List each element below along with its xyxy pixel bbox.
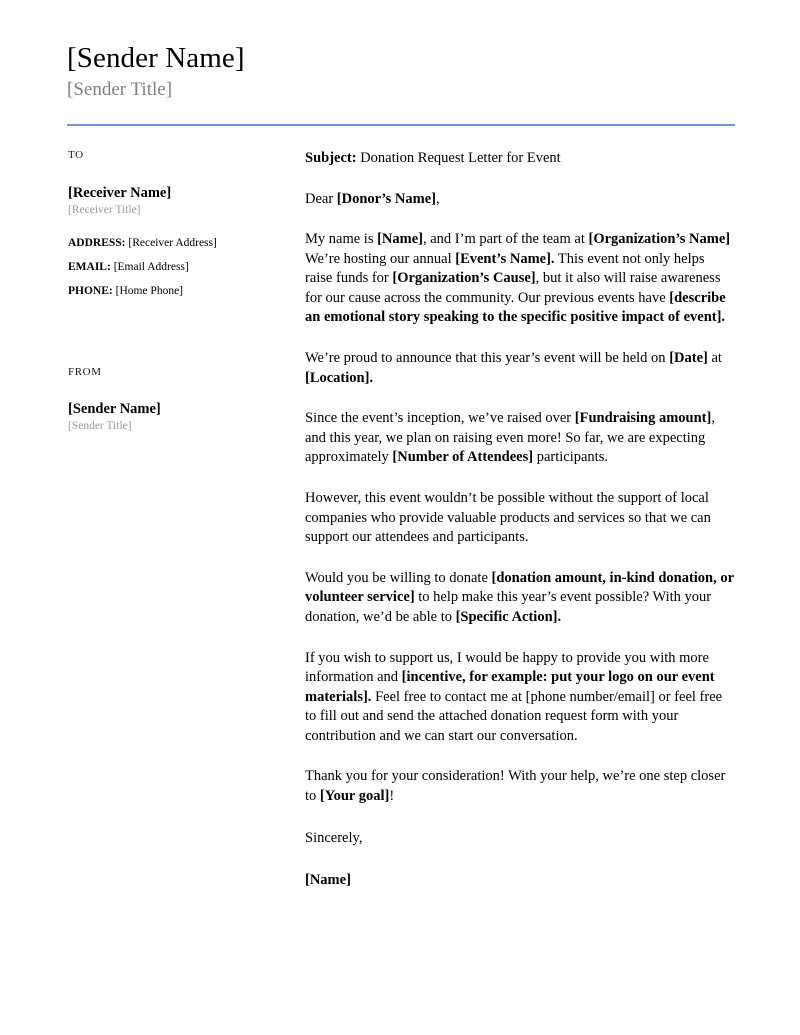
- p1-b3: [Event’s Name].: [455, 250, 555, 267]
- paragraph-1: [305, 230, 735, 328]
- p1-t5: , but it also will raise awareness for our cause across the community. Our previous events have: [305, 270, 721, 306]
- p3-t1: Since the event’s inception, we’ve raised over: [305, 410, 575, 427]
- salutation-name: [Donor’s Name]: [336, 191, 436, 207]
- email-value: [Email Address]: [113, 261, 189, 273]
- p5-b1: [donation amount, in-kind donation, or volunteer service]: [305, 569, 734, 606]
- p3-b2: [Number of Attendees]: [392, 449, 534, 466]
- phone-label: PHONE:: [68, 285, 113, 297]
- p2-t1: We’re proud to announce that this year’s event will be held on: [305, 349, 670, 366]
- recipient-name: [Receiver Name]: [68, 185, 172, 201]
- p5-b2: [Specific Action].: [455, 608, 562, 625]
- address-column: [68, 148, 278, 434]
- paragraph-5: [305, 569, 735, 628]
- subject-label: Subject:: [305, 150, 357, 166]
- recipient-title: [Receiver Title]: [68, 204, 141, 216]
- p6-t1: If you wish to support us, I would be happy to provide you with more information and: [305, 649, 709, 686]
- address-value: [Receiver Address]: [128, 237, 217, 249]
- phone-value: [Home Phone]: [115, 285, 183, 297]
- p5-t1: Would you be willing to donate: [305, 569, 492, 586]
- p7-t2: !: [389, 788, 395, 805]
- p6-t2: Feel free to contact me at [phone number/email] or feel free to fill out and send the attached donation request form with your contribution and we can start our conversation.: [305, 688, 723, 744]
- p2-b2: [Location].: [305, 369, 374, 386]
- to-label: TO: [68, 149, 84, 161]
- signature-name: [Name]: [305, 872, 351, 889]
- contact-row-address: [68, 236, 278, 251]
- letter-content-column: [305, 148, 735, 891]
- paragraph-4: [305, 489, 735, 548]
- p4-t1: However, this event wouldn’t be possible without the support of local companies who provide valuable products and services so that we can support our attendees and participants.: [305, 489, 711, 546]
- header-divider: [67, 124, 735, 126]
- contact-row-phone: [68, 284, 278, 299]
- letterhead-sender-name: [Sender Name]: [67, 42, 245, 74]
- closing-line: Sincerely,: [305, 829, 363, 846]
- p1-b4: [Organization’s Cause]: [392, 270, 536, 287]
- subject-value: Donation Request Letter for Event: [360, 150, 561, 166]
- p3-b1: [Fundraising amount]: [574, 410, 712, 427]
- letterhead-sender-title: [Sender Title]: [67, 79, 173, 100]
- recipient-block: [68, 148, 278, 299]
- p1-b2: [Organization’s Name]: [588, 231, 731, 247]
- p1-t4: This event not only helps raise funds for: [305, 250, 705, 287]
- paragraph-2: [305, 349, 735, 388]
- p3-t3: participants.: [533, 449, 608, 466]
- subject-line: [305, 148, 735, 168]
- p7-t1: Thank you for your consideration! With your help, we’re one step closer to: [305, 768, 726, 805]
- p2-b1: [Date]: [669, 349, 708, 366]
- p7-b1: [Your goal]: [319, 788, 390, 805]
- salutation-suffix: ,: [435, 191, 440, 207]
- p5-t2: to help make this year’s event possible? With your donation, we’d be able to: [305, 589, 712, 625]
- p3-t2: , and this year, we plan on raising even more! So far, we are expecting approximately: [305, 410, 715, 466]
- sender-block-name: [Sender Name]: [68, 401, 161, 417]
- sender-block: [68, 365, 278, 434]
- sender-block-title: [Sender Title]: [68, 420, 132, 432]
- p1-t2: , and I’m part of the team at: [423, 231, 589, 247]
- paragraph-6: [305, 649, 735, 747]
- letterhead: [67, 40, 735, 102]
- p6-b1: [incentive, for example: put your logo on our event materials].: [305, 669, 715, 705]
- salutation-prefix: Dear: [305, 191, 337, 207]
- paragraph-7: [305, 767, 735, 806]
- salutation: [305, 189, 735, 209]
- paragraph-3: [305, 409, 735, 468]
- p1-t3: We’re hosting our annual: [305, 250, 456, 267]
- recipient-contact-list: [68, 236, 278, 299]
- p1-b1: [Name]: [377, 231, 423, 247]
- p2-t2: at: [707, 349, 722, 366]
- p1-t1: My name is: [305, 231, 378, 247]
- from-label: FROM: [68, 366, 102, 378]
- contact-row-email: [68, 260, 278, 275]
- p1-b5: [describe an emotional story speaking to the specific positive impact of event].: [305, 289, 726, 326]
- email-label: EMAIL:: [68, 261, 111, 273]
- address-label: ADDRESS:: [68, 237, 126, 249]
